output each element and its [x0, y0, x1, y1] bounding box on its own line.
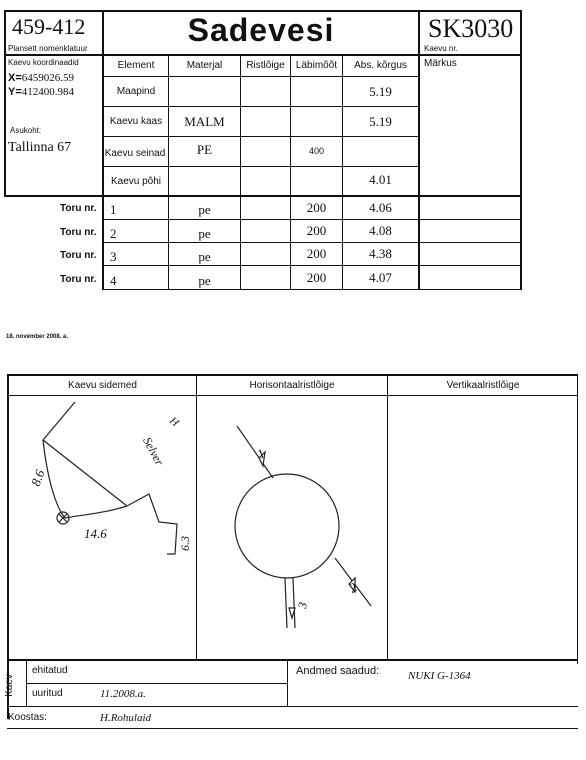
sketch-label-selver: Selver [140, 434, 167, 468]
cell-diameter: 400 [308, 146, 325, 156]
pipe-arrow-2: 2 [346, 579, 360, 596]
cell-element: Kaevu põhi [110, 176, 162, 187]
horizontal-section-drawing [197, 396, 387, 658]
y-label: Y= [8, 86, 22, 98]
address: Tallinna 67 [8, 140, 72, 155]
section-horizontal: Horisontaalristlõige [249, 380, 335, 391]
sketch-label-h: H [167, 414, 181, 430]
cell-material: MALM [184, 114, 225, 129]
well-id: SK3030 [428, 14, 514, 43]
surveyed-label: uuritud [32, 688, 63, 699]
pipe-height: 4.06 [369, 200, 392, 215]
sheet-number: 459-412 [12, 14, 86, 39]
cell-element: Kaevu kaas [109, 116, 163, 127]
pipe-arrow-3: 3 [295, 601, 310, 610]
pipe-diameter: 200 [306, 270, 327, 285]
col-header-cross: Ristlõige [246, 60, 285, 71]
pipe-nr: 2 [110, 226, 117, 241]
pipe-arrow-1: 1 [254, 445, 268, 462]
well-caption: Kaevu nr. [424, 44, 458, 53]
section-vertical: Vertikaalristlõige [446, 380, 520, 391]
x-coordinate [8, 72, 74, 84]
cell-element: Kaevu seinad [104, 148, 166, 159]
pipe-height: 4.08 [369, 223, 392, 238]
pipe-height: 4.07 [369, 270, 392, 285]
col-header-diameter: Läbimõõt [295, 60, 338, 71]
pipe-diameter: 200 [306, 246, 327, 261]
pipe-label: Toru nr. [60, 274, 97, 285]
author-value: H.Rohulaid [100, 712, 152, 724]
sketch-label-146: 14.6 [84, 526, 107, 541]
col-header-notes: Märkus [424, 58, 457, 69]
pipe-nr: 4 [110, 273, 117, 288]
pipe-nr: 1 [110, 202, 117, 217]
x-value: 6459026.59 [21, 72, 75, 84]
col-header-element: Element [117, 60, 155, 71]
coord-caption: Kaevu koordinaadid [8, 58, 79, 67]
built-label: ehitatud [32, 665, 68, 676]
cell-height: 5.19 [369, 114, 392, 129]
pipe-label: Toru nr. [60, 250, 97, 261]
cell-element: Maapind [116, 86, 156, 97]
pipe-material: pe [198, 226, 211, 241]
cell-material: PE [196, 142, 213, 157]
y-value: 412400.984 [21, 86, 75, 98]
x-label: X= [8, 72, 22, 84]
pipe-material: pe [198, 273, 211, 288]
pipe-diameter: 200 [306, 200, 327, 215]
sketch-label-63: 6.3 [178, 536, 192, 551]
pipe-material: pe [198, 202, 211, 217]
author-label: Koostas: [8, 712, 47, 723]
y-coordinate [8, 86, 74, 98]
pipe-label: Toru nr. [60, 227, 97, 238]
date-line: 18. november 2008. a. [6, 334, 69, 340]
pipe-label: Toru nr. [60, 203, 97, 214]
section-links: Kaevu sidemed [68, 380, 137, 391]
pipe-height: 4.38 [369, 246, 392, 261]
col-header-height: Abs. kõrgus [354, 60, 407, 71]
address-caption: Asukoht: [10, 126, 42, 135]
kaev-label: Kaev [3, 674, 15, 697]
cell-height: 4.01 [369, 172, 392, 187]
pipe-material: pe [198, 249, 211, 264]
sheet-caption: Plansett nomenklatuur [8, 44, 88, 53]
page-title: Sadevesi [187, 12, 335, 48]
pipe-nr: 3 [110, 249, 117, 264]
pipe-diameter: 200 [306, 223, 327, 238]
cell-height: 5.19 [369, 84, 392, 99]
surveyed-value: 11.2008.a. [100, 688, 146, 700]
data-source-value: NUKI G-1364 [408, 670, 471, 682]
col-header-material: Materjal [186, 60, 223, 71]
sketch-label-86: 8.6 [27, 467, 48, 489]
data-source-label: Andmed saadud: [296, 665, 380, 677]
